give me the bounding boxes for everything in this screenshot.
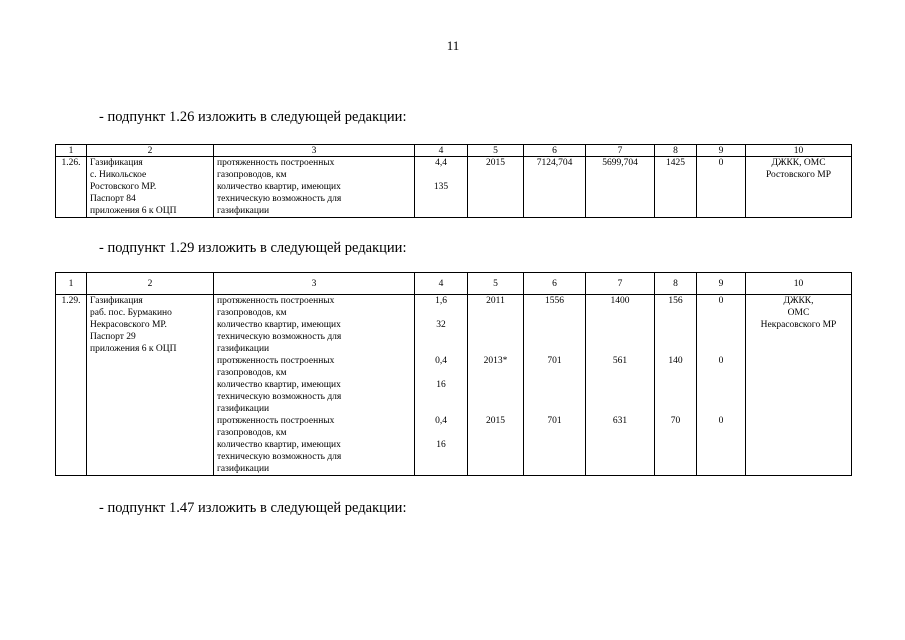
col5-value — [471, 307, 520, 319]
col9-value — [700, 379, 742, 391]
col6-value — [527, 307, 582, 319]
col9-value — [700, 463, 742, 475]
indicator-line: количество квартир, имеющих — [217, 320, 341, 330]
header-cell: 3 — [214, 145, 415, 157]
col5-value — [471, 319, 520, 331]
col9-value — [700, 403, 742, 415]
col9-cell — [697, 157, 746, 218]
col7-value — [589, 343, 651, 355]
col8-value — [658, 331, 693, 343]
col8-cell — [655, 295, 697, 476]
col5-value: 2013* — [483, 356, 508, 366]
col6-value — [527, 331, 582, 343]
object-name-line: Газификация — [90, 158, 143, 168]
col6-cell — [524, 157, 586, 218]
indicator-line: газопроводов, км — [217, 170, 287, 180]
indicator-line: протяженность построенных — [217, 158, 335, 168]
col6-value — [527, 427, 582, 439]
col5-value — [471, 331, 520, 343]
object-name-cell — [87, 295, 214, 476]
col7-value: 5699,704 — [602, 158, 638, 168]
object-name-line: с. Никольское — [90, 170, 147, 180]
col9-value — [700, 367, 742, 379]
header-cell: 8 — [655, 145, 697, 157]
col4-value: 4,4 — [435, 158, 447, 168]
col9-value — [700, 331, 742, 343]
indicator-line: техническую возможность для — [217, 332, 342, 342]
header-cell: 10 — [746, 273, 852, 295]
col9-value: 0 — [718, 356, 724, 366]
indicator-line: техническую возможность для — [217, 194, 342, 204]
col5-value — [471, 451, 520, 463]
indicator-line: газопроводов, км — [217, 308, 287, 318]
header-cell: 7 — [586, 145, 655, 157]
col5-value — [471, 391, 520, 403]
col5-cell — [468, 157, 524, 218]
col5-value: 2015 — [486, 416, 505, 426]
col8-value — [658, 403, 693, 415]
object-name-line: Газификация — [90, 296, 143, 306]
col7-value: 561 — [612, 356, 628, 366]
header-cell: 10 — [746, 145, 852, 157]
col8-value — [658, 307, 693, 319]
row-number: 1.29. — [56, 295, 87, 476]
header-cell: 8 — [655, 273, 697, 295]
table-1-26 — [55, 144, 852, 218]
col4-value: 0,4 — [435, 416, 447, 426]
col4-cell — [415, 157, 468, 218]
table-row — [56, 295, 852, 476]
col9-value: 0 — [718, 296, 724, 306]
col7-cell — [586, 157, 655, 218]
col4-value — [418, 403, 464, 415]
indicator-line: техническую возможность для — [217, 452, 342, 462]
table-row — [56, 157, 852, 218]
col7-value — [589, 427, 651, 439]
object-name-line: Ростовского МР. — [90, 182, 157, 192]
organization-line: ОМС — [787, 308, 810, 318]
page-number: 11 — [446, 38, 460, 53]
col4-value — [418, 343, 464, 355]
col7-value — [589, 403, 651, 415]
col8-value — [658, 391, 693, 403]
indicator-line: протяженность построенных — [217, 416, 335, 426]
header-cell: 3 — [214, 273, 415, 295]
col9-value: 0 — [718, 158, 724, 168]
table-header-row — [56, 273, 852, 295]
row-number: 1.26. — [56, 157, 87, 218]
col4-value: 135 — [433, 182, 449, 192]
object-name-line: Паспорт 29 — [90, 332, 136, 342]
indicator-line: количество квартир, имеющих — [217, 440, 341, 450]
col4-value — [418, 205, 464, 217]
col6-value: 701 — [547, 416, 562, 426]
col8-value — [658, 343, 693, 355]
header-cell: 1 — [56, 273, 87, 295]
section-heading-1-26: - подпункт 1.26 изложить в следующей редакции: — [99, 109, 407, 125]
header-cell: 4 — [415, 273, 468, 295]
col7-value — [589, 439, 651, 451]
col8-value — [658, 379, 693, 391]
col6-value: 7124,704 — [536, 158, 573, 168]
header-cell: 4 — [415, 145, 468, 157]
col7-value: 631 — [612, 416, 628, 426]
col9-value: 0 — [718, 416, 724, 426]
col7-value — [589, 331, 651, 343]
col8-value — [658, 367, 693, 379]
col8-value — [658, 319, 693, 331]
col9-cell — [697, 295, 746, 476]
indicator-line: протяженность построенных — [217, 356, 335, 366]
col6-value — [527, 403, 582, 415]
col8-value: 156 — [668, 296, 683, 306]
col4-value: 0,4 — [435, 356, 447, 366]
indicator-cell — [214, 295, 415, 476]
section-heading-1-47: - подпункт 1.47 изложить в следующей редакции: — [99, 500, 407, 516]
indicator-line: техническую возможность для — [217, 392, 342, 402]
object-name-line: Паспорт 84 — [90, 194, 136, 204]
col5-value: 2011 — [486, 296, 505, 306]
header-cell: 6 — [524, 273, 586, 295]
col6-value: 701 — [547, 356, 562, 366]
col4-value — [418, 169, 464, 181]
col4-value — [418, 451, 464, 463]
col7-cell — [586, 295, 655, 476]
col6-value — [527, 463, 582, 475]
col5-value: 2015 — [486, 158, 505, 168]
indicator-line: газопроводов, км — [217, 368, 287, 378]
col4-value — [418, 391, 464, 403]
col5-value — [471, 403, 520, 415]
object-name-line: Некрасовского МР. — [90, 320, 167, 330]
object-name-line: приложения 6 к ОЦП — [90, 344, 177, 354]
header-cell: 9 — [697, 273, 746, 295]
header-cell: 6 — [524, 145, 586, 157]
table-1-29 — [55, 272, 852, 476]
col7-value — [589, 463, 651, 475]
col5-value — [471, 427, 520, 439]
indicator-line: газификации — [217, 464, 270, 474]
indicator-line: газификации — [217, 404, 270, 414]
col4-value: 16 — [436, 380, 446, 390]
col7-value — [589, 319, 651, 331]
indicator-line: протяженность построенных — [217, 296, 335, 306]
organization-line: ДЖКК, ОМС — [771, 158, 826, 168]
header-cell: 5 — [468, 273, 524, 295]
col9-value — [700, 391, 742, 403]
organization-line: ДЖКК, — [783, 296, 814, 306]
organization-line: Некрасовского МР — [760, 320, 837, 330]
col5-value — [471, 439, 520, 451]
col7-value — [589, 451, 651, 463]
col5-cell — [468, 295, 524, 476]
col9-value — [700, 307, 742, 319]
col6-value — [527, 391, 582, 403]
col6-value — [527, 343, 582, 355]
col8-value: 1425 — [666, 158, 685, 168]
col7-value — [589, 391, 651, 403]
indicator-line: газификации — [217, 344, 270, 354]
header-cell: 2 — [87, 273, 214, 295]
organization-line: Ростовского МР — [765, 170, 832, 180]
col8-value — [658, 451, 693, 463]
col9-value — [700, 343, 742, 355]
col9-value — [700, 451, 742, 463]
col8-value — [658, 427, 693, 439]
indicator-cell — [214, 157, 415, 218]
col5-value — [471, 379, 520, 391]
col6-value — [527, 451, 582, 463]
col6-value: 1556 — [545, 296, 564, 306]
header-cell: 5 — [468, 145, 524, 157]
header-cell: 7 — [586, 273, 655, 295]
header-cell: 1 — [56, 145, 87, 157]
col9-value — [700, 439, 742, 451]
col7-value — [589, 307, 651, 319]
col8-value — [658, 439, 693, 451]
col6-value — [527, 367, 582, 379]
col4-value — [418, 307, 464, 319]
object-name-line: приложения 6 к ОЦП — [90, 206, 177, 216]
organization-cell — [746, 295, 852, 476]
col6-value — [527, 439, 582, 451]
header-cell: 2 — [87, 145, 214, 157]
col9-value — [700, 319, 742, 331]
indicator-line: газификации — [217, 206, 270, 216]
indicator-line: количество квартир, имеющих — [217, 380, 341, 390]
col8-cell — [655, 157, 697, 218]
section-heading-1-29: - подпункт 1.29 изложить в следующей редакции: — [99, 240, 407, 256]
indicator-line: газопроводов, км — [217, 428, 287, 438]
col9-value — [700, 427, 742, 439]
col5-value — [471, 367, 520, 379]
col5-value — [471, 463, 520, 475]
col6-value — [527, 319, 582, 331]
col8-value: 140 — [668, 356, 683, 366]
col4-cell — [415, 295, 468, 476]
col5-value — [471, 343, 520, 355]
organization-cell — [746, 157, 852, 218]
col6-cell — [524, 295, 586, 476]
col4-value — [418, 367, 464, 379]
col4-value: 32 — [436, 320, 446, 330]
col8-value: 70 — [670, 416, 681, 426]
object-name-line: раб. пос. Бурмакино — [90, 308, 172, 318]
header-cell: 9 — [697, 145, 746, 157]
object-name-cell — [87, 157, 214, 218]
col4-value — [418, 331, 464, 343]
col4-value: 16 — [436, 440, 446, 450]
col8-value — [658, 463, 693, 475]
col4-value — [418, 463, 464, 475]
col4-value — [418, 193, 464, 205]
col7-value — [589, 379, 651, 391]
col4-value: 1,6 — [435, 296, 447, 306]
col7-value: 1400 — [610, 296, 630, 306]
col6-value — [527, 379, 582, 391]
col4-value — [418, 427, 464, 439]
indicator-line: количество квартир, имеющих — [217, 182, 341, 192]
table-header-row — [56, 145, 852, 157]
col7-value — [589, 367, 651, 379]
